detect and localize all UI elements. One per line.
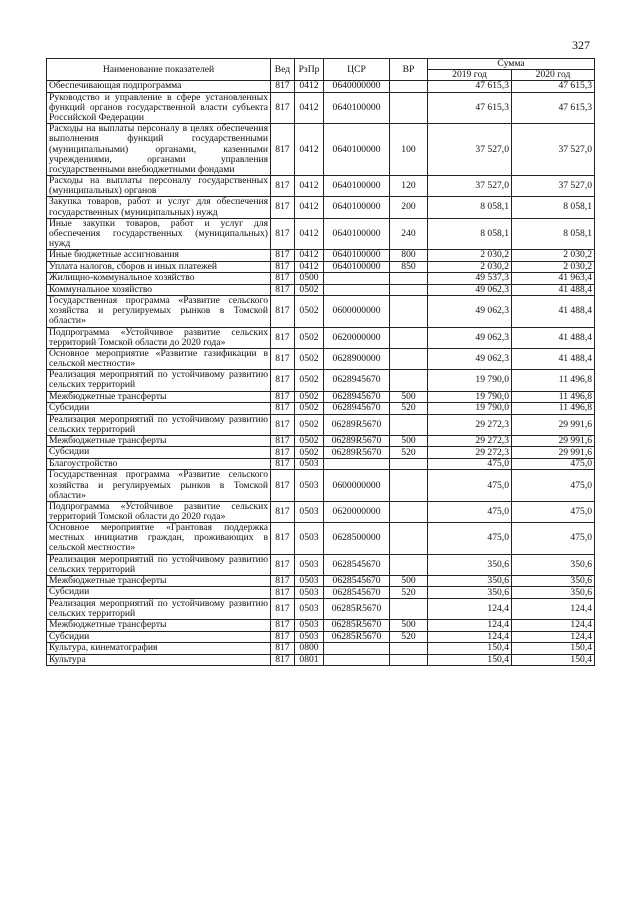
cell-vr: 120: [390, 176, 428, 197]
table-row: [47, 631, 595, 643]
cell-name: Межбюджетные трансферты: [47, 391, 271, 403]
cell-ved: 817: [271, 370, 295, 391]
cell-sum-2019: 37 527,0: [428, 176, 512, 197]
cell-ved: 817: [271, 348, 295, 369]
cell-sum-2020: 41 488,4: [512, 348, 595, 369]
cell-name: Реализация мероприятий по устойчивому развитию сельских территорий: [47, 554, 271, 575]
cell-sum-2019: 350,6: [428, 554, 512, 575]
table-body: [47, 81, 595, 666]
cell-ved: 817: [271, 391, 295, 403]
cell-rzpr: 0502: [295, 447, 324, 459]
cell-rzpr: 0503: [295, 575, 324, 587]
cell-ved: 817: [271, 620, 295, 632]
cell-csr: 0628945670: [324, 403, 390, 415]
cell-vr: 520: [390, 587, 428, 599]
cell-vr: [390, 296, 428, 327]
cell-name: Субсидии: [47, 587, 271, 599]
cell-ved: 817: [271, 250, 295, 262]
cell-name: Реализация мероприятий по устойчивому развитию сельских территорий: [47, 598, 271, 619]
header-year-2019: 2019 год: [428, 70, 512, 81]
cell-csr: 0640100000: [324, 176, 390, 197]
cell-vr: [390, 81, 428, 93]
cell-vr: 100: [390, 124, 428, 176]
cell-ved: 817: [271, 470, 295, 501]
cell-rzpr: 0801: [295, 654, 324, 666]
cell-sum-2019: 49 062,3: [428, 296, 512, 327]
cell-rzpr: 0503: [295, 458, 324, 470]
cell-name: Межбюджетные трансферты: [47, 575, 271, 587]
cell-sum-2020: 29 991,6: [512, 435, 595, 447]
cell-rzpr: 0412: [295, 261, 324, 273]
cell-sum-2020: 37 527,0: [512, 124, 595, 176]
cell-sum-2019: 47 615,3: [428, 92, 512, 123]
cell-ved: 817: [271, 218, 295, 249]
cell-rzpr: 0412: [295, 218, 324, 249]
cell-vr: 520: [390, 447, 428, 459]
cell-name: Уплата налогов, сборов и иных платежей: [47, 261, 271, 273]
cell-name: Реализация мероприятий по устойчивому развитию сельских территорий: [47, 414, 271, 435]
cell-sum-2019: 29 272,3: [428, 435, 512, 447]
cell-rzpr: 0502: [295, 370, 324, 391]
cell-sum-2020: 2 030,2: [512, 250, 595, 262]
cell-sum-2019: 2 030,2: [428, 261, 512, 273]
table-row: [47, 403, 595, 415]
cell-csr: 0640100000: [324, 250, 390, 262]
cell-csr: 0628545670: [324, 554, 390, 575]
cell-sum-2019: 350,6: [428, 575, 512, 587]
cell-name: Подпрограмма «Устойчивое развитие сельских территорий Томской области до 2020 года»: [47, 327, 271, 348]
cell-vr: [390, 554, 428, 575]
cell-name: Подпрограмма «Устойчивое развитие сельских территорий Томской области до 2020 года»: [47, 501, 271, 522]
cell-vr: [390, 348, 428, 369]
table-row: [47, 654, 595, 666]
cell-sum-2019: 150,4: [428, 654, 512, 666]
cell-name: Обеспечивающая подпрограмма: [47, 81, 271, 93]
table-row: [47, 620, 595, 632]
cell-sum-2020: 350,6: [512, 587, 595, 599]
cell-name: Культура, кинематография: [47, 643, 271, 655]
cell-csr: 0620000000: [324, 501, 390, 522]
cell-sum-2019: 2 030,2: [428, 250, 512, 262]
cell-sum-2019: 475,0: [428, 470, 512, 501]
cell-csr: 06289R5670: [324, 447, 390, 459]
header-name: Наименование показателей: [47, 59, 271, 81]
page-number: 327: [572, 38, 590, 52]
cell-csr: 0628900000: [324, 348, 390, 369]
cell-ved: 817: [271, 124, 295, 176]
cell-ved: 817: [271, 654, 295, 666]
cell-csr: 0600000000: [324, 470, 390, 501]
cell-sum-2019: 8 058,1: [428, 218, 512, 249]
cell-ved: 817: [271, 92, 295, 123]
table-row: [47, 554, 595, 575]
table-row: [47, 197, 595, 218]
cell-csr: 0628945670: [324, 391, 390, 403]
cell-ved: 817: [271, 598, 295, 619]
table-row: [47, 391, 595, 403]
cell-sum-2019: 37 527,0: [428, 124, 512, 176]
cell-vr: [390, 458, 428, 470]
table-row: [47, 414, 595, 435]
cell-vr: [390, 370, 428, 391]
cell-sum-2020: 475,0: [512, 458, 595, 470]
cell-sum-2019: 475,0: [428, 501, 512, 522]
cell-ved: 817: [271, 523, 295, 554]
table-row: [47, 587, 595, 599]
table-row: [47, 447, 595, 459]
cell-sum-2020: 41 488,4: [512, 296, 595, 327]
table-row: [47, 598, 595, 619]
cell-sum-2020: 8 058,1: [512, 218, 595, 249]
cell-csr: 06289R5670: [324, 435, 390, 447]
table-row: [47, 435, 595, 447]
cell-rzpr: 0503: [295, 523, 324, 554]
cell-rzpr: 0502: [295, 435, 324, 447]
table-row: [47, 296, 595, 327]
cell-csr: 06285R5670: [324, 598, 390, 619]
cell-ved: 817: [271, 501, 295, 522]
cell-sum-2019: 124,4: [428, 631, 512, 643]
cell-vr: 520: [390, 631, 428, 643]
table-row: [47, 273, 595, 285]
cell-rzpr: 0502: [295, 284, 324, 296]
table-row: [47, 327, 595, 348]
cell-sum-2020: 475,0: [512, 523, 595, 554]
cell-name: Иные закупки товаров, работ и услуг для обеспечения государственных (муниципальных) нужд: [47, 218, 271, 249]
cell-name: Реализация мероприятий по устойчивому развитию сельских территорий: [47, 370, 271, 391]
cell-ved: 817: [271, 176, 295, 197]
table-row: [47, 124, 595, 176]
cell-rzpr: 0502: [295, 403, 324, 415]
cell-name: Государственная программа «Развитие сельского хозяйства и регулируемых рынков в Томской области»: [47, 470, 271, 501]
cell-vr: 500: [390, 435, 428, 447]
table-row: [47, 176, 595, 197]
cell-csr: [324, 273, 390, 285]
cell-rzpr: 0412: [295, 176, 324, 197]
cell-rzpr: 0412: [295, 92, 324, 123]
header-ved: Вед: [271, 59, 295, 81]
cell-name: Межбюджетные трансферты: [47, 435, 271, 447]
cell-name: Основное мероприятие «Грантовая поддержка местных инициатив граждан, проживающих в сельской местности»: [47, 523, 271, 554]
cell-rzpr: 0412: [295, 124, 324, 176]
cell-vr: 500: [390, 575, 428, 587]
cell-name: Расходы на выплаты персоналу государственных (муниципальных) органов: [47, 176, 271, 197]
cell-sum-2020: 124,4: [512, 620, 595, 632]
cell-vr: 520: [390, 403, 428, 415]
header-year-2020: 2020 год: [512, 70, 595, 81]
budget-table: [46, 58, 595, 666]
cell-sum-2019: 49 062,3: [428, 284, 512, 296]
cell-name: Закупка товаров, работ и услуг для обеспечения государственных (муниципальных) нужд: [47, 197, 271, 218]
table-row: [47, 523, 595, 554]
cell-vr: [390, 643, 428, 655]
cell-vr: [390, 284, 428, 296]
cell-rzpr: 0412: [295, 197, 324, 218]
cell-rzpr: 0502: [295, 414, 324, 435]
cell-csr: 0628545670: [324, 575, 390, 587]
cell-rzpr: 0412: [295, 81, 324, 93]
table-row: [47, 284, 595, 296]
cell-sum-2020: 150,4: [512, 643, 595, 655]
cell-sum-2019: 8 058,1: [428, 197, 512, 218]
cell-sum-2019: 350,6: [428, 587, 512, 599]
cell-rzpr: 0503: [295, 470, 324, 501]
cell-vr: [390, 273, 428, 285]
cell-csr: 06285R5670: [324, 631, 390, 643]
cell-vr: 500: [390, 620, 428, 632]
header-sum: Сумма: [428, 59, 595, 70]
cell-rzpr: 0502: [295, 327, 324, 348]
table-row: [47, 575, 595, 587]
cell-sum-2020: 2 030,2: [512, 261, 595, 273]
cell-vr: 200: [390, 197, 428, 218]
cell-rzpr: 0503: [295, 620, 324, 632]
cell-sum-2020: 29 991,6: [512, 414, 595, 435]
cell-vr: [390, 92, 428, 123]
table-row: [47, 458, 595, 470]
cell-ved: 817: [271, 261, 295, 273]
cell-sum-2019: 475,0: [428, 523, 512, 554]
cell-sum-2020: 41 488,4: [512, 327, 595, 348]
cell-rzpr: 0503: [295, 598, 324, 619]
cell-csr: 06285R5670: [324, 620, 390, 632]
cell-name: Государственная программа «Развитие сельского хозяйства и регулируемых рынков в Томской области»: [47, 296, 271, 327]
cell-name: Субсидии: [47, 403, 271, 415]
cell-csr: 0600000000: [324, 296, 390, 327]
table-row: [47, 218, 595, 249]
cell-name: Руководство и управление в сфере установленных функций органов государственной власти субъекта Российской Федерации: [47, 92, 271, 123]
cell-vr: 850: [390, 261, 428, 273]
cell-rzpr: 0503: [295, 501, 324, 522]
cell-sum-2019: 49 062,3: [428, 327, 512, 348]
cell-csr: 0640100000: [324, 197, 390, 218]
cell-name: Благоустройство: [47, 458, 271, 470]
cell-sum-2019: 29 272,3: [428, 447, 512, 459]
table-row: [47, 470, 595, 501]
cell-vr: 800: [390, 250, 428, 262]
cell-ved: 817: [271, 554, 295, 575]
cell-name: Основное мероприятие «Развитие газификации в сельской местности»: [47, 348, 271, 369]
cell-csr: 06289R5670: [324, 414, 390, 435]
cell-sum-2019: 47 615,3: [428, 81, 512, 93]
cell-sum-2019: 19 790,0: [428, 403, 512, 415]
cell-sum-2020: 8 058,1: [512, 197, 595, 218]
cell-name: Иные бюджетные ассигнования: [47, 250, 271, 262]
cell-sum-2019: 19 790,0: [428, 370, 512, 391]
cell-csr: 0640100000: [324, 124, 390, 176]
cell-sum-2019: 124,4: [428, 620, 512, 632]
cell-sum-2020: 11 496,8: [512, 391, 595, 403]
table-row: [47, 370, 595, 391]
cell-sum-2019: 29 272,3: [428, 414, 512, 435]
cell-name: Межбюджетные трансферты: [47, 620, 271, 632]
cell-vr: [390, 654, 428, 666]
cell-ved: 817: [271, 414, 295, 435]
cell-ved: 817: [271, 327, 295, 348]
cell-ved: 817: [271, 587, 295, 599]
cell-sum-2019: 475,0: [428, 458, 512, 470]
cell-vr: [390, 501, 428, 522]
table-row: [47, 643, 595, 655]
cell-rzpr: 0503: [295, 631, 324, 643]
cell-rzpr: 0502: [295, 348, 324, 369]
header-csr: ЦСР: [324, 59, 390, 81]
table-row: [47, 250, 595, 262]
cell-rzpr: 0502: [295, 391, 324, 403]
cell-sum-2020: 124,4: [512, 598, 595, 619]
cell-ved: 817: [271, 447, 295, 459]
table-header: [47, 59, 595, 81]
cell-sum-2020: 11 496,8: [512, 370, 595, 391]
cell-sum-2019: 49 537,3: [428, 273, 512, 285]
cell-rzpr: 0503: [295, 554, 324, 575]
cell-sum-2020: 475,0: [512, 501, 595, 522]
cell-csr: 0640100000: [324, 92, 390, 123]
cell-name: Культура: [47, 654, 271, 666]
cell-name: Субсидии: [47, 447, 271, 459]
cell-ved: 817: [271, 631, 295, 643]
cell-sum-2020: 11 496,8: [512, 403, 595, 415]
table-row: [47, 81, 595, 93]
cell-ved: 817: [271, 575, 295, 587]
cell-vr: [390, 523, 428, 554]
cell-name: Коммунальное хозяйство: [47, 284, 271, 296]
cell-csr: [324, 643, 390, 655]
cell-sum-2020: 350,6: [512, 554, 595, 575]
cell-ved: 817: [271, 197, 295, 218]
cell-sum-2020: 41 488,4: [512, 284, 595, 296]
table-row: [47, 92, 595, 123]
table-row: [47, 261, 595, 273]
cell-vr: [390, 327, 428, 348]
cell-sum-2020: 37 527,0: [512, 176, 595, 197]
cell-sum-2019: 19 790,0: [428, 391, 512, 403]
cell-vr: [390, 414, 428, 435]
cell-sum-2020: 350,6: [512, 575, 595, 587]
cell-ved: 817: [271, 284, 295, 296]
cell-csr: [324, 284, 390, 296]
cell-name: Расходы на выплаты персоналу в целях обеспечения выполнения функций государственными (муниципальными) органами, казенными учреждениями, органами управления государственными внебюджетными фондами: [47, 124, 271, 176]
cell-csr: 0628945670: [324, 370, 390, 391]
cell-ved: 817: [271, 403, 295, 415]
cell-sum-2020: 150,4: [512, 654, 595, 666]
cell-rzpr: 0500: [295, 273, 324, 285]
cell-csr: 0628500000: [324, 523, 390, 554]
cell-sum-2019: 49 062,3: [428, 348, 512, 369]
cell-sum-2020: 41 963,4: [512, 273, 595, 285]
cell-vr: 500: [390, 391, 428, 403]
cell-csr: 0640000000: [324, 81, 390, 93]
table-row: [47, 348, 595, 369]
cell-rzpr: 0412: [295, 250, 324, 262]
cell-csr: 0640100000: [324, 261, 390, 273]
cell-csr: 0620000000: [324, 327, 390, 348]
cell-rzpr: 0502: [295, 296, 324, 327]
cell-ved: 817: [271, 435, 295, 447]
cell-csr: [324, 458, 390, 470]
cell-ved: 817: [271, 81, 295, 93]
cell-name: Субсидии: [47, 631, 271, 643]
cell-rzpr: 0800: [295, 643, 324, 655]
cell-csr: 0628545670: [324, 587, 390, 599]
header-rzpr: РзПр: [295, 59, 324, 81]
cell-vr: 240: [390, 218, 428, 249]
cell-ved: 817: [271, 273, 295, 285]
cell-sum-2020: 475,0: [512, 470, 595, 501]
cell-sum-2020: 29 991,6: [512, 447, 595, 459]
cell-sum-2020: 124,4: [512, 631, 595, 643]
cell-vr: [390, 598, 428, 619]
cell-csr: [324, 654, 390, 666]
cell-rzpr: 0503: [295, 587, 324, 599]
cell-sum-2020: 47 615,3: [512, 81, 595, 93]
table-row: [47, 501, 595, 522]
cell-sum-2019: 150,4: [428, 643, 512, 655]
cell-sum-2020: 47 615,3: [512, 92, 595, 123]
cell-vr: [390, 470, 428, 501]
cell-ved: 817: [271, 643, 295, 655]
cell-csr: 0640100000: [324, 218, 390, 249]
cell-sum-2019: 124,4: [428, 598, 512, 619]
header-vr: ВР: [390, 59, 428, 81]
cell-ved: 817: [271, 458, 295, 470]
cell-ved: 817: [271, 296, 295, 327]
cell-name: Жилищно-коммунальное хозяйство: [47, 273, 271, 285]
